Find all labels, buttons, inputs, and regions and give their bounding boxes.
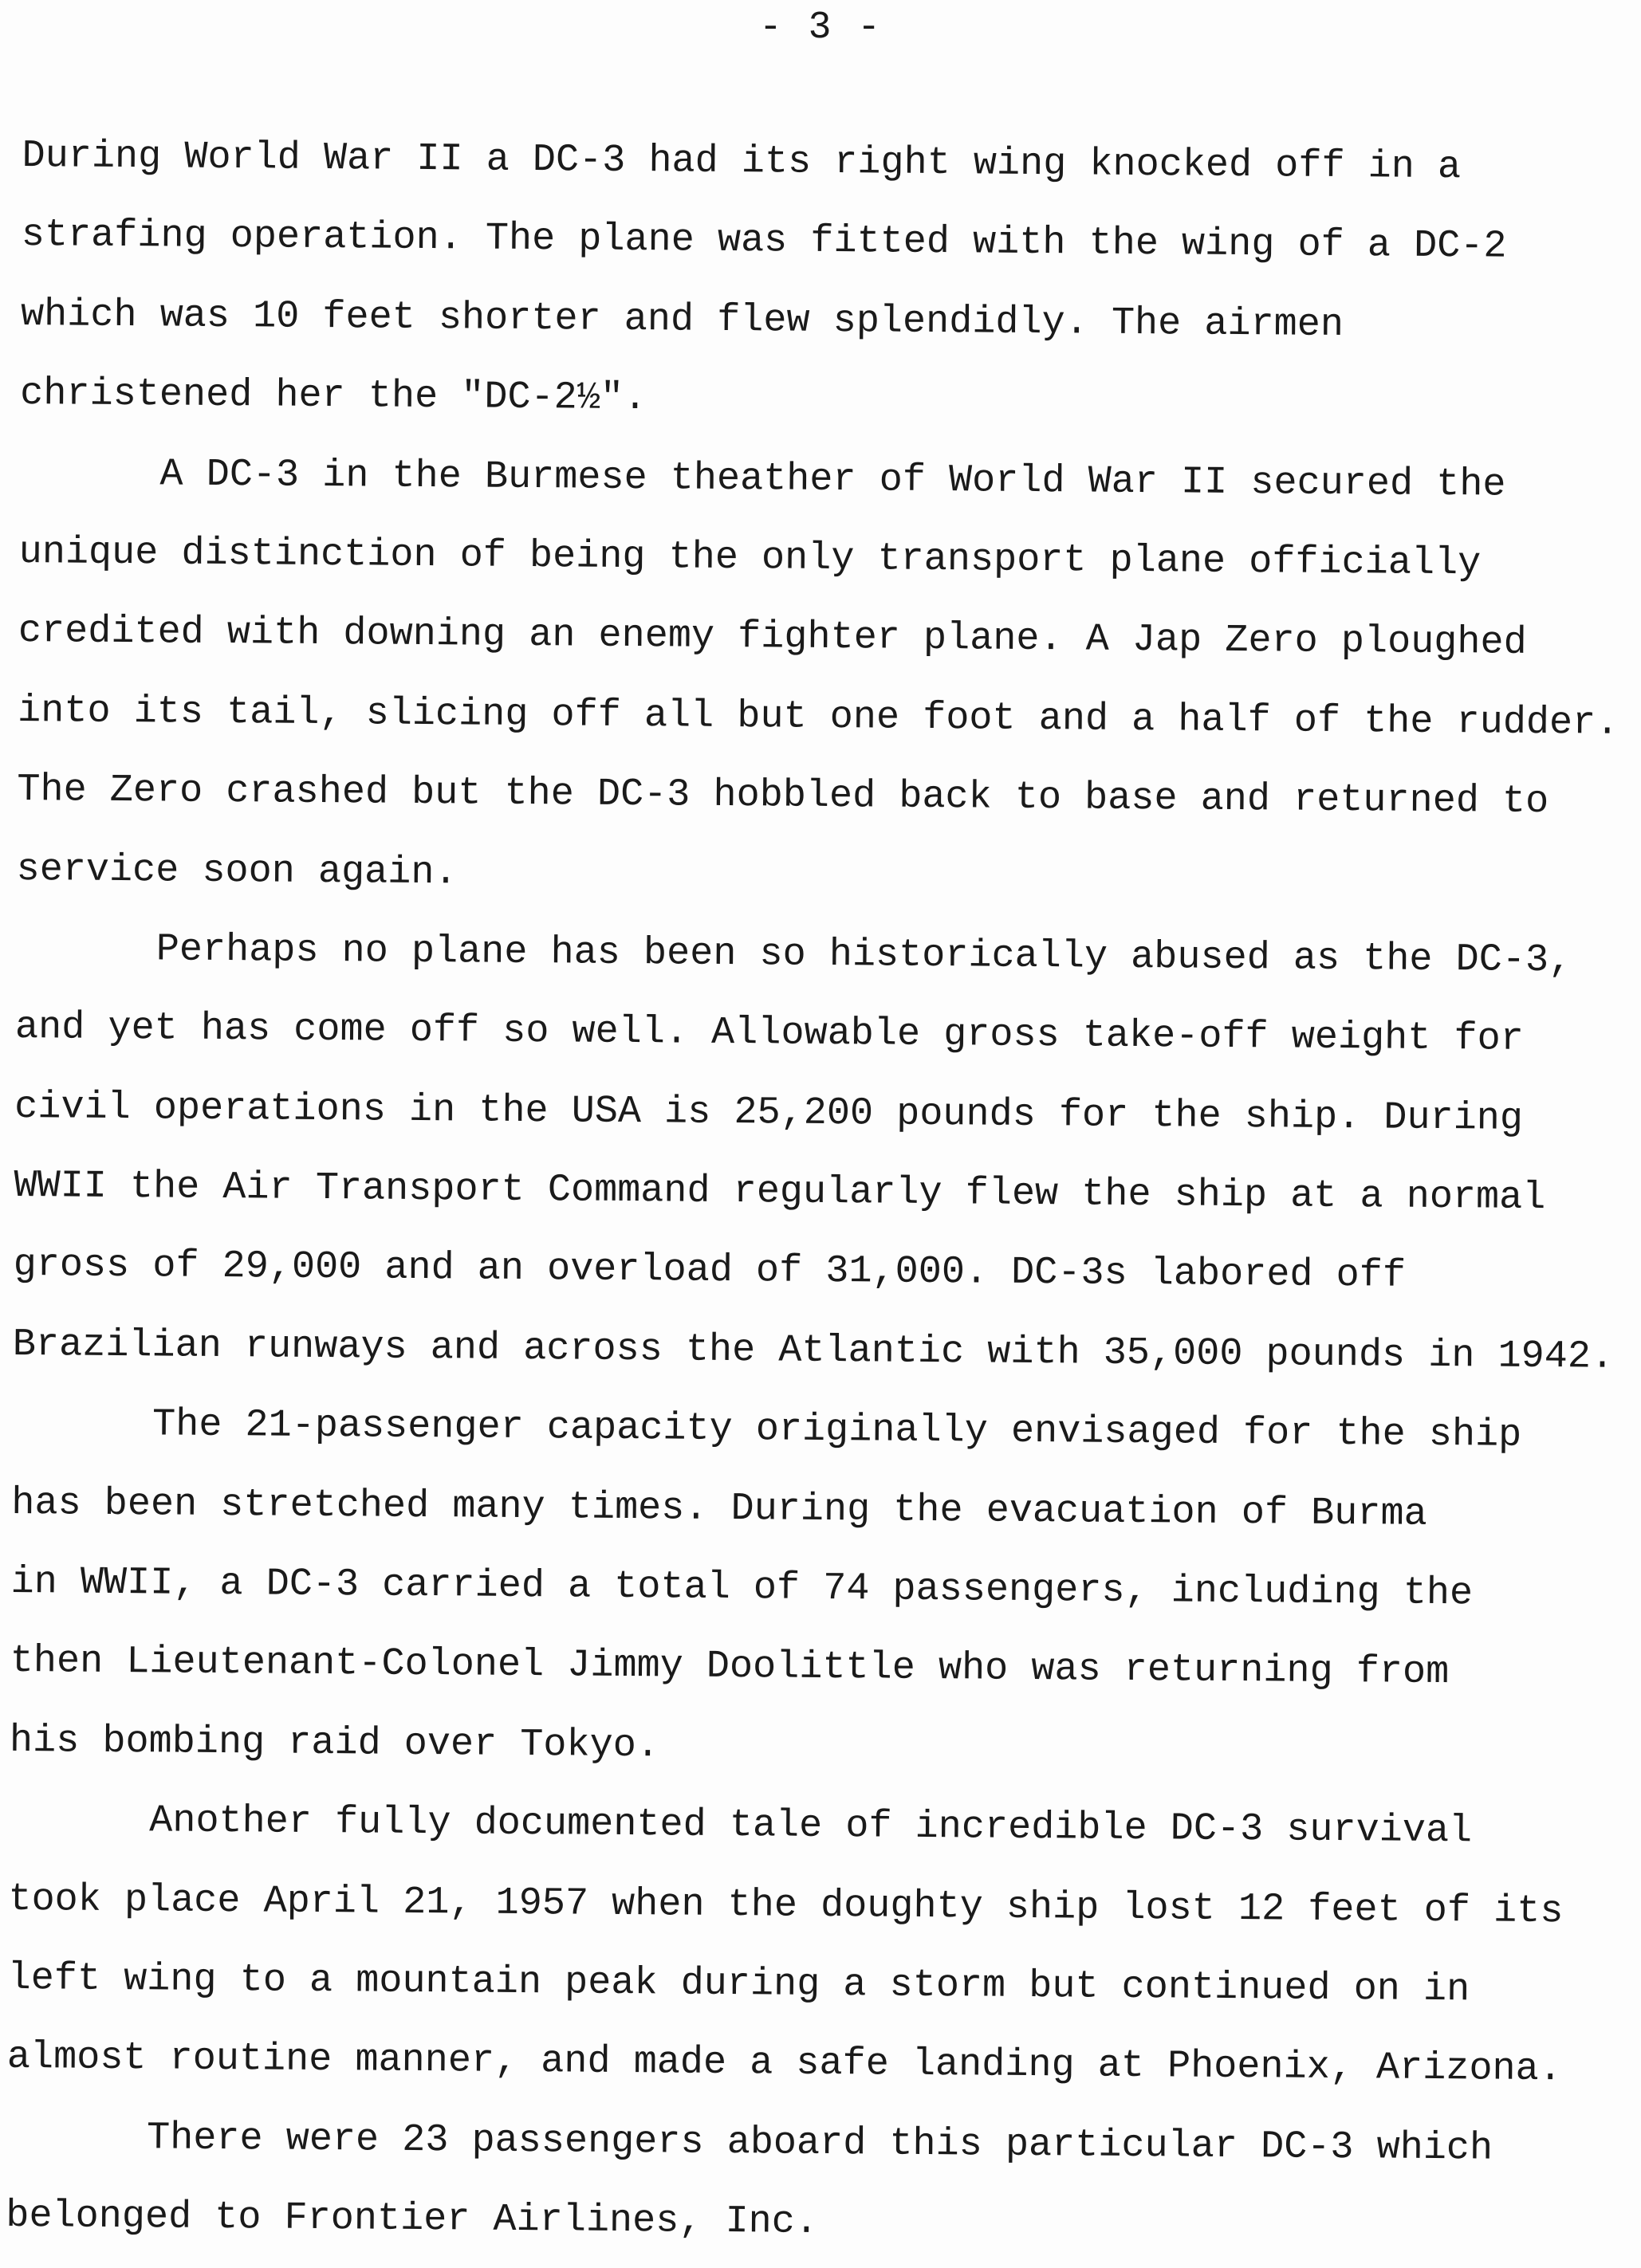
text-line: has been stretched many times. During the evacuation of Burma [11,1480,1427,1536]
text-line: his bombing raid over Tokyo. [9,1718,660,1768]
paragraph [20,116,1641,446]
paragraph [16,434,1639,922]
text-line: which was 10 feet shorter and flew splendidly. The airmen [20,292,1344,347]
text-line: gross of 29,000 and an overload of 31,000. DC-3s labored off [13,1243,1407,1299]
text-line: credited with downing an enemy fighter plane. A Jap Zero ploughed [18,609,1527,666]
text-line: There were 23 passengers aboard this particular DC-3 which [146,2116,1493,2171]
text-line: christened her the "DC-2½". [20,371,647,421]
paragraph [6,1780,1627,2109]
text-line: then Lieutenant-Colonel Jimmy Doolittle who was returning from [10,1639,1450,1695]
text-line: unique distinction of being the only transport plane officially [18,529,1482,586]
text-line: took place April 21, 1957 when the doughty ship lost 12 feet of its [8,1877,1564,1933]
text-line: service soon again. [16,847,458,894]
text-line: almost routine manner, and made a safe landing at Phoenix, Arizona. [6,2035,1563,2092]
text-line: into its tail, slicing off all but one foot and a half of the rudder. [17,688,1619,745]
text-line: left wing to a mountain peak during a storm but continued on in [7,1956,1470,2012]
text-line: The Zero crashed but the DC-3 hobbled back to base and returned to [17,768,1549,824]
text-line: belonged to Frontier Airlines, Inc. [6,2194,819,2245]
text-line: The 21-passenger capacity originally envisaged for the ship [152,1402,1522,1458]
text-line: strafing operation. The plane was fitted with the wing of a DC-2 [21,213,1507,269]
text-line: WWII the Air Transport Command regularly flew the ship at a normal [14,1164,1546,1220]
text-line: Another fully documented tale of incredible DC-3 survival [148,1798,1473,1853]
text-line: and yet has come off so well. Allowable gross take-off weight for [14,1005,1524,1062]
paragraph [13,909,1635,1397]
text-line: Perhaps no plane has been so historically abused as the DC-3, [155,927,1572,983]
text-line: in WWII, a DC-3 carried a total of 74 passengers, including the [10,1559,1474,1616]
document-body [6,116,1641,2268]
paragraph [10,1384,1631,1793]
text-line: A DC-3 in the Burmese theather of World War II secured the [159,451,1506,507]
text-line: civil operations in the USA is 25,200 pounds for the ship. During [14,1084,1524,1141]
paragraph [6,2097,1625,2268]
text-line: During World War II a DC-3 had its right wing knocked off in a [22,133,1462,190]
text-line: Brazilian runways and across the Atlantic with 35,000 pounds in 1942. [12,1322,1615,1379]
page-number: - 3 - [758,6,883,49]
